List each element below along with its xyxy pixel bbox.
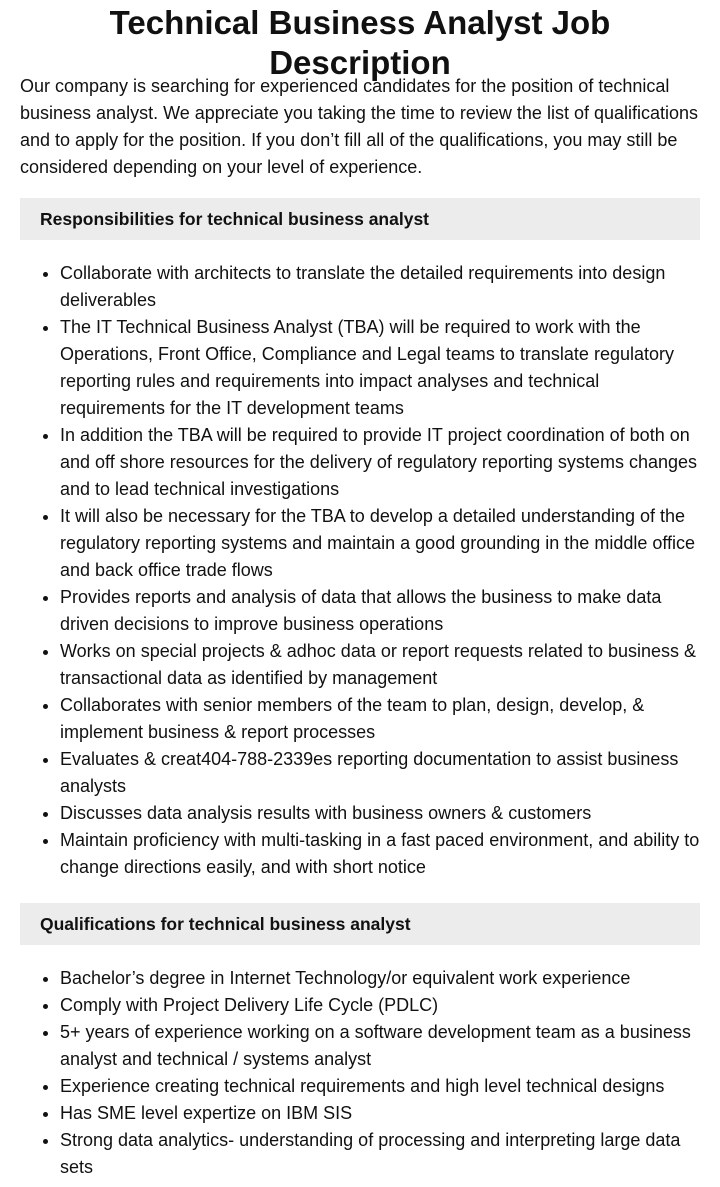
list-item: • 5+ years of experience working on a software development team as a business analyst and technical / systems analyst xyxy=(60,1019,700,1073)
list-item: • It will also be necessary for the TBA to develop a detailed understanding of the regulatory reporting systems and maintain a good grounding in the middle office and back office trade flows xyxy=(60,503,700,584)
responsibilities-list xyxy=(20,260,700,881)
list-item: • Discusses data analysis results with business owners & customers xyxy=(60,800,700,827)
list-item: • Maintain proficiency with multi-tasking in a fast paced environment, and ability to change directions easily, and with short notice xyxy=(60,827,700,881)
list-item: • Comply with Project Delivery Life Cycle (PDLC) xyxy=(60,992,700,1019)
list-item: • Works on special projects & adhoc data or report requests related to business & transactional data as identified by management xyxy=(60,638,700,692)
intro-paragraph: Our company is searching for experienced candidates for the position of technical business analyst. We appreciate you taking the time to review the list of qualifications and to apply for the position. If you don’t fill all of the qualifications, you may still be considered depending on your level of experience. xyxy=(20,76,699,177)
list-item: • Strong data analytics- understanding of processing and interpreting large data sets xyxy=(60,1127,700,1181)
list-item: • Bachelor’s degree in Internet Technology/or equivalent work experience xyxy=(60,965,700,992)
page-title: Technical Business Analyst Job Description xyxy=(109,4,611,81)
list-item: • Evaluates & creat404-788-2339es reporting documentation to assist business analysts xyxy=(60,746,700,800)
qualifications-heading: Qualifications for technical business analyst xyxy=(20,903,700,945)
list-item: • In addition the TBA will be required to provide IT project coordination of both on and off shore resources for the delivery of regulatory reporting systems changes and to lead technical investigations xyxy=(60,422,700,503)
list-item: • Has SME level expertize on IBM SIS xyxy=(60,1100,700,1127)
list-item: • Collaborate with architects to translate the detailed requirements into design deliverables xyxy=(60,260,700,314)
list-item: • Collaborates with senior members of the team to plan, design, develop, & implement business & report processes xyxy=(60,692,700,746)
qualifications-list xyxy=(20,965,700,1181)
list-item: • The IT Technical Business Analyst (TBA) will be required to work with the Operations, Front Office, Compliance and Legal teams to translate regulatory reporting rules and requirements into impact analyses and technical requirements for the IT development teams xyxy=(60,314,700,422)
responsibilities-heading: Responsibilities for technical business analyst xyxy=(20,198,700,240)
list-item: • Experience creating technical requirements and high level technical designs xyxy=(60,1073,700,1100)
list-item: • Provides reports and analysis of data that allows the business to make data driven decisions to improve business operations xyxy=(60,584,700,638)
